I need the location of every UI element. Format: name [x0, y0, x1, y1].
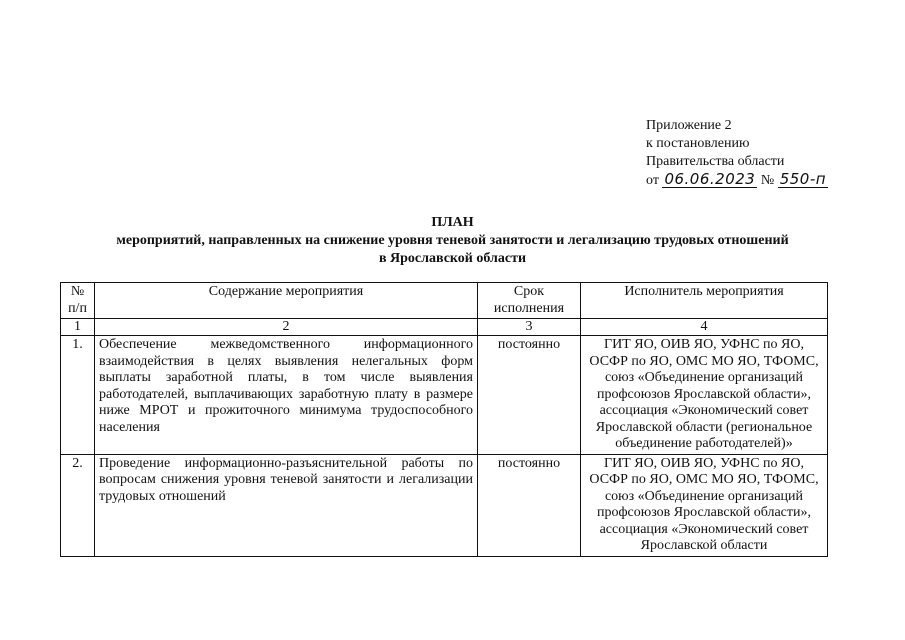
column-number-4: 4: [581, 319, 828, 336]
column-number-1: 1: [61, 319, 95, 336]
table-row: [61, 336, 828, 455]
table-header-row: [61, 283, 828, 319]
row-executor: ГИТ ЯО, ОИВ ЯО, УФНС по ЯО, ОСФР по ЯО, ОМС МО ЯО, ТФОМС, союз «Объединение организаций профсоюзов Ярославской области», ассоциация «Экономический совет Ярославской области (региональное объединение работодателей)»: [581, 336, 828, 455]
column-number-3: 3: [478, 319, 581, 336]
appendix-number-label: №: [760, 173, 775, 188]
header-num: № п/п: [61, 283, 95, 319]
header-executor: Исполнитель мероприятия: [581, 283, 828, 319]
row-term: постоянно: [478, 454, 581, 556]
appendix-date-handwritten: 06.06.2023: [664, 170, 756, 188]
row-term: постоянно: [478, 336, 581, 455]
column-numbers-row: [61, 319, 828, 336]
appendix-date-number: [646, 171, 886, 190]
title-main: ПЛАН: [431, 215, 474, 230]
document-title: [60, 214, 845, 268]
row-executor: ГИТ ЯО, ОИВ ЯО, УФНС по ЯО, ОСФР по ЯО, ОМС МО ЯО, ТФОМС, союз «Объединение организаций профсоюзов Ярославской области», ассоциация «Экономический совет Ярославской области: [581, 454, 828, 556]
column-number-2: 2: [95, 319, 478, 336]
header-content: Содержание мероприятия: [95, 283, 478, 319]
title-subtitle-line2: в Ярославской области: [378, 251, 527, 266]
table-row: [61, 454, 828, 556]
appendix-number-handwritten: 550-п: [779, 170, 827, 188]
appendix-to-resolution: к постановлению: [646, 136, 750, 151]
appendix-government: Правительства области: [646, 154, 785, 169]
appendix-from-label: от: [646, 173, 659, 188]
plan-table: [60, 282, 828, 557]
header-term: Срок исполнения: [478, 283, 581, 319]
row-num: 2.: [61, 454, 95, 556]
appendix-block: [646, 117, 886, 190]
title-subtitle-line1: мероприятий, направленных на снижение уровня теневой занятости и легализацию трудовых отношений: [116, 233, 789, 248]
appendix-title: Приложение 2: [646, 118, 732, 133]
row-content: Обеспечение межведомственного информационного взаимодействия в целях выявления нелегальных форм выплаты заработной платы, в том числе выявления работодателей, выплачивающих заработную плату в размере ниже МРОТ и прожиточного минимума трудоспособного населения: [95, 336, 478, 455]
row-content: Проведение информационно-разъяснительной работы по вопросам снижения уровня теневой занятости и легализации трудовых отношений: [95, 454, 478, 556]
row-num: 1.: [61, 336, 95, 455]
